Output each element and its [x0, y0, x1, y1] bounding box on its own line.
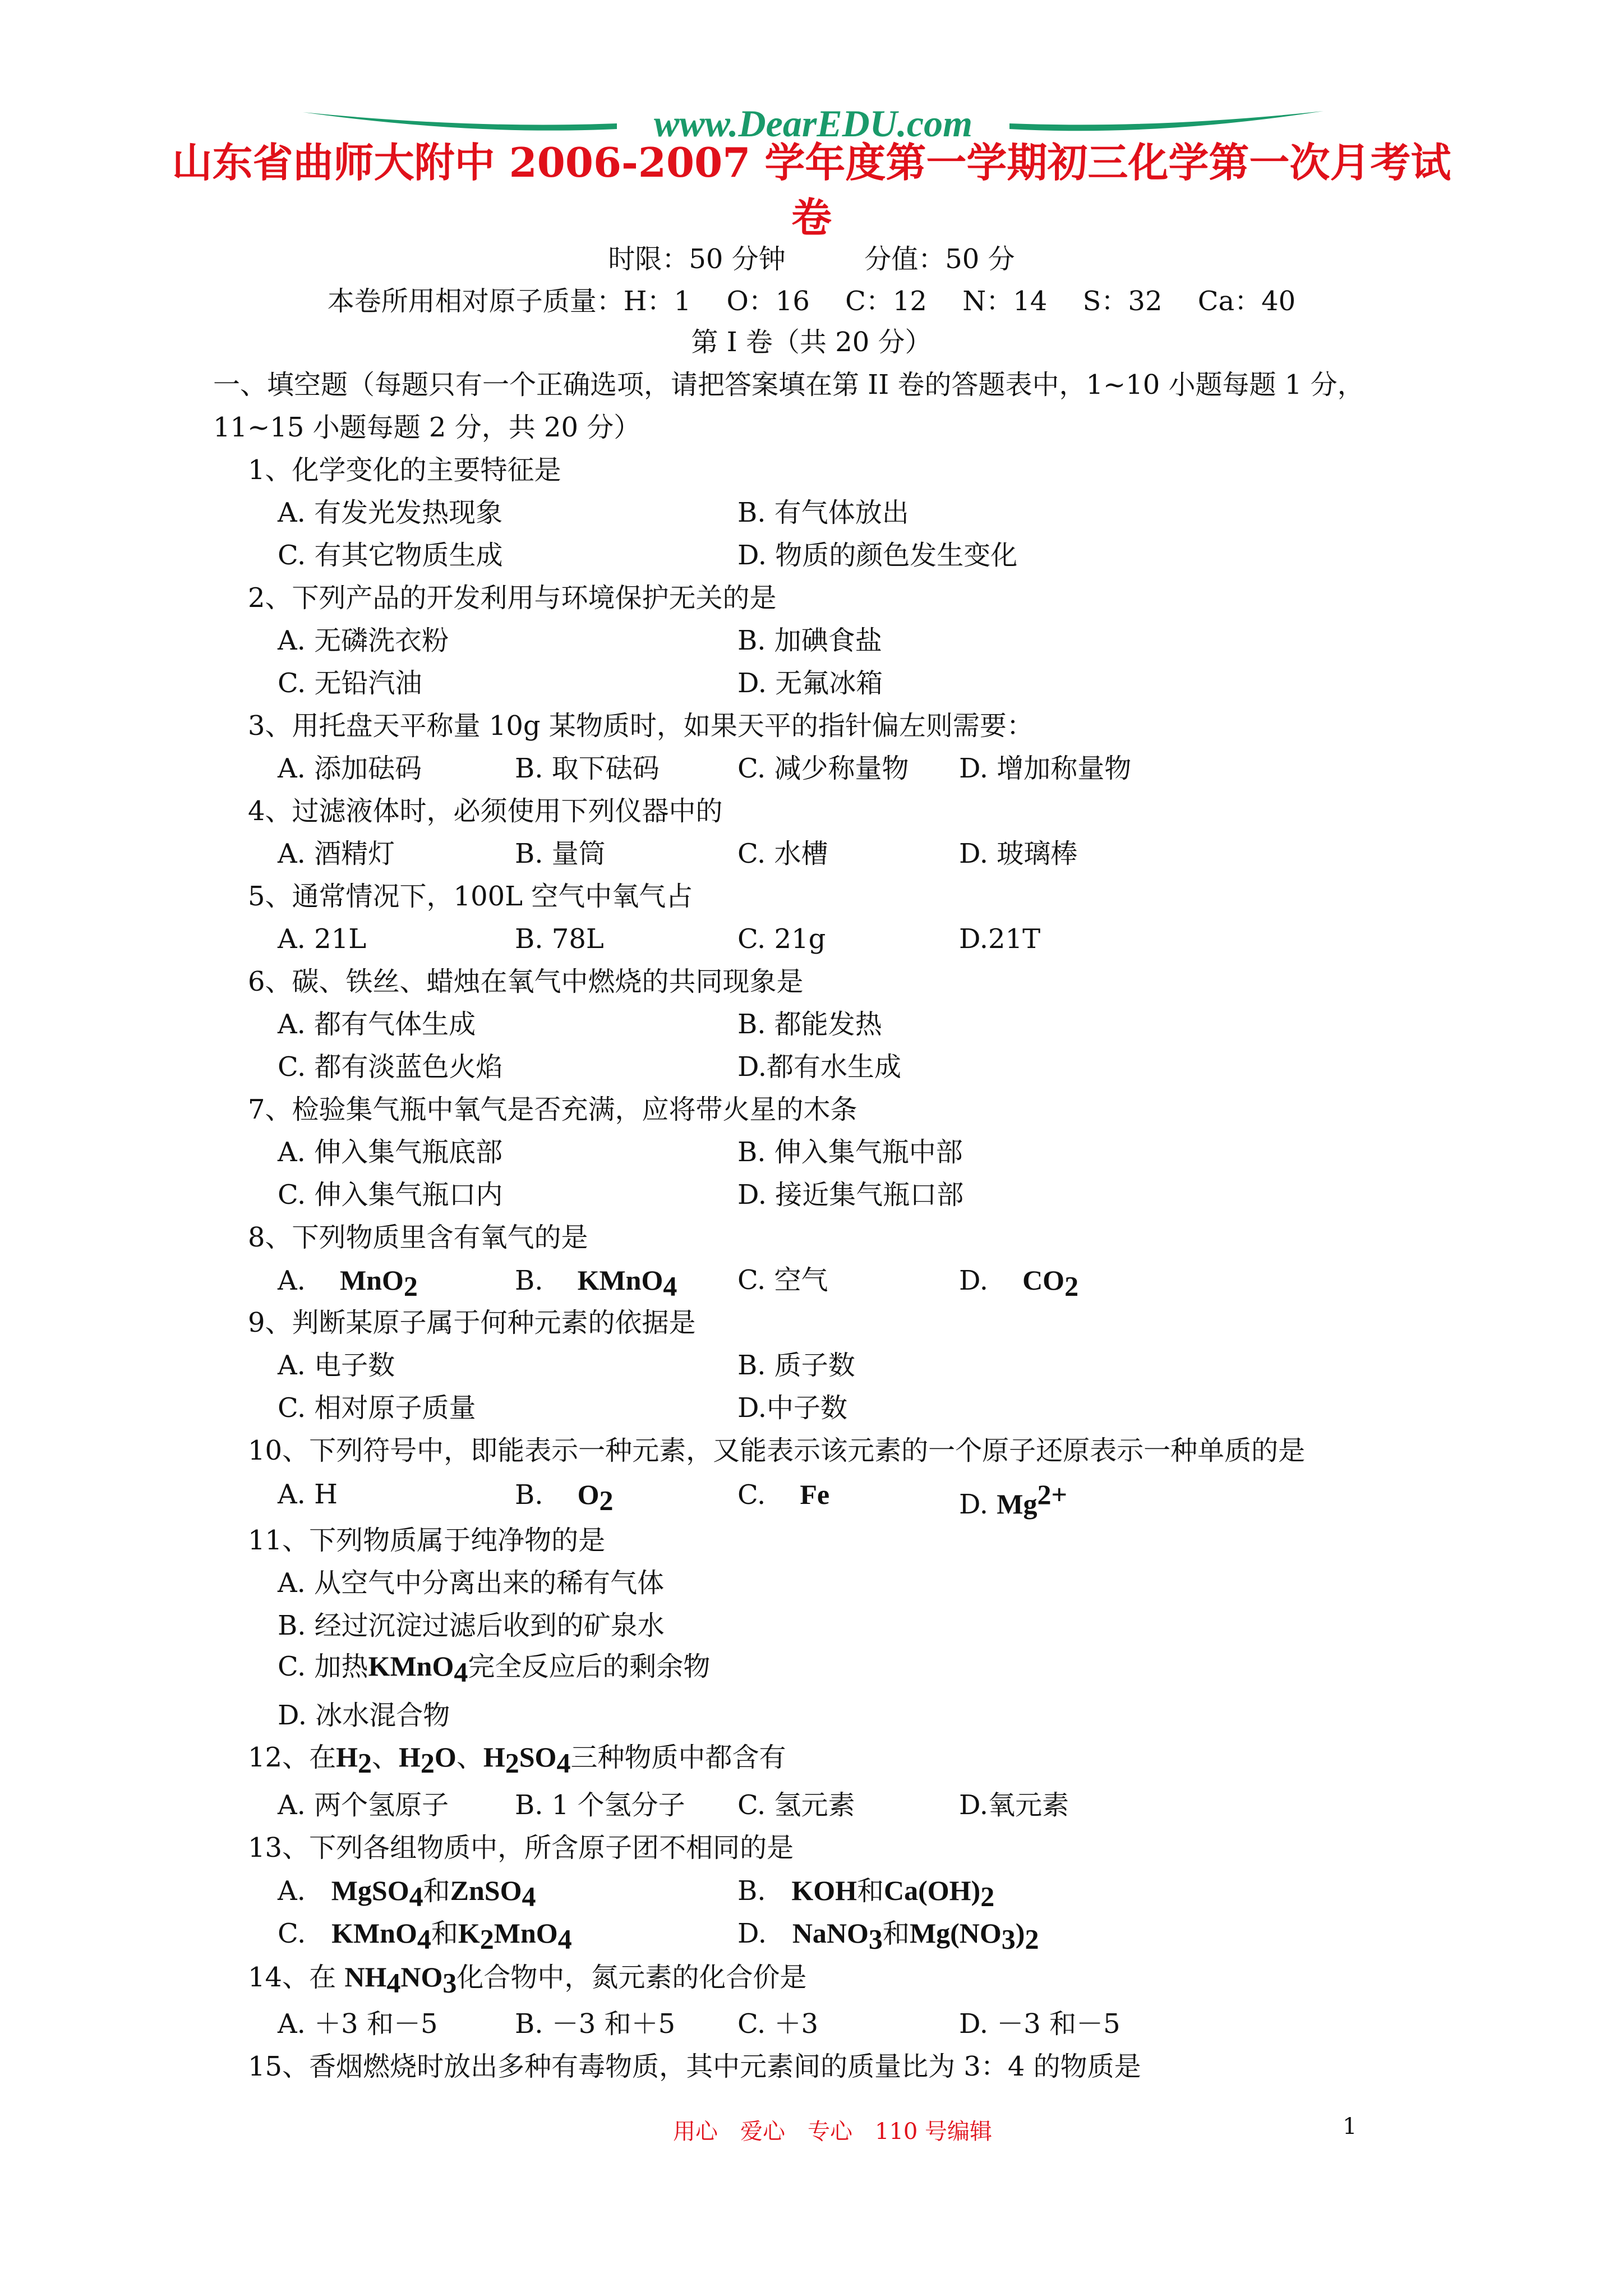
page-title-cont: 卷	[791, 194, 832, 241]
question-stem: 8、下列物质里含有氧气的是	[248, 1222, 588, 1253]
option-a: A. 无磷洗衣粉	[278, 625, 449, 656]
option-d: D. 物质的颜色发生变化	[737, 540, 1018, 571]
separator: 、	[372, 1742, 399, 1773]
option-b: B. 经过沉淀过滤后收到的矿泉水	[278, 1610, 665, 1641]
option-a: A. 两个氢原子	[278, 1789, 449, 1821]
formula: NaNO	[792, 1917, 869, 1949]
formula: Mg	[997, 1488, 1038, 1520]
question-stem: 7、检验集气瓶中氧气是否充满，应将带火星的木条	[248, 1094, 857, 1125]
question-stem: 6、碳、铁丝、蜡烛在氧气中燃烧的共同现象是	[248, 966, 804, 997]
option-text: 完全反应后的剩余物	[468, 1651, 711, 1682]
section-heading: 一、填空题（每题只有一个正确选项，请把答案填在第 II 卷的答题表中，1~10 小题每题 1 分，	[213, 369, 1364, 401]
conjunction: 和	[431, 1918, 458, 1949]
option-a: A. 酒精灯	[278, 838, 395, 869]
option-b: B. 质子数	[737, 1350, 855, 1381]
option-d: D. －3 和－5	[959, 2008, 1121, 2040]
option-d	[737, 1915, 1039, 1957]
formula: MgSO	[331, 1875, 409, 1906]
option-b: B. 取下砝码	[515, 753, 660, 784]
option-c: C. ＋3	[737, 2008, 819, 2040]
question-stem	[248, 1959, 806, 2001]
option-b	[515, 1476, 613, 1519]
question-stem: 4、过滤液体时，必须使用下列仪器中的	[248, 795, 723, 827]
option-d: D.都有水生成	[737, 1051, 902, 1083]
option-d: D. 无氟冰箱	[737, 668, 883, 699]
conjunction: 和	[423, 1875, 450, 1907]
site-url: www.DearEDU.com	[654, 102, 972, 145]
option-label: B.	[737, 1875, 766, 1907]
formula: O	[577, 1479, 600, 1510]
option-a: A. 都有气体生成	[278, 1009, 476, 1040]
question-stem: 11、下列物质属于纯净物的是	[248, 1525, 606, 1556]
option-b: B. 有气体放出	[737, 497, 909, 528]
subscript: 2	[1025, 1923, 1039, 1955]
subscript: 4	[557, 1923, 572, 1955]
option-d	[959, 1262, 1078, 1304]
stem-text: 三种物质中都含有	[570, 1742, 786, 1773]
stem-text: 12、在	[248, 1742, 336, 1773]
option-b: B. 78L	[515, 923, 604, 955]
option-b: B. 1 个氢分子	[515, 1789, 685, 1821]
option-c: C. 氢元素	[737, 1789, 855, 1821]
question-stem: 10、下列符号中，即能表示一种元素，又能表示该元素的一个原子还原表示一种单质的是	[248, 1435, 1306, 1466]
option-a: A. H	[278, 1479, 338, 1510]
formula: KMnO	[331, 1917, 417, 1949]
subscript: 3	[442, 1967, 457, 1999]
formula: O	[434, 1741, 457, 1773]
formula: KOH	[791, 1875, 857, 1906]
option-b: B. 加碘食盐	[737, 625, 882, 656]
subscript: 2	[403, 1270, 418, 1302]
option-a: A. 电子数	[278, 1350, 395, 1381]
question-stem: 15、香烟燃烧时放出多种有毒物质，其中元素间的质量比为 3：4 的物质是	[248, 2051, 1141, 2082]
subscript: 2	[358, 1747, 372, 1779]
subscript: 2	[505, 1747, 519, 1779]
formula: MnO	[339, 1264, 404, 1296]
formula: SO	[519, 1741, 557, 1773]
formula: Ca(OH)	[884, 1875, 981, 1906]
time-limit: 时限：50 分钟	[608, 243, 786, 275]
option-d: D.氧元素	[959, 1789, 1069, 1821]
question-stem: 3、用托盘天平称量 10g 某物质时，如果天平的指针偏左则需要：	[248, 710, 1034, 742]
option-b: B. 量筒	[515, 838, 606, 869]
option-a: A. 有发光发热现象	[278, 497, 503, 528]
conjunction: 和	[882, 1918, 910, 1949]
option-text: C. 加热	[278, 1651, 368, 1682]
option-d	[959, 1476, 1067, 1522]
option-b	[737, 1872, 994, 1915]
stem-text: 化合物中，氮元素的化合价是	[457, 1962, 807, 1993]
conjunction: 和	[857, 1875, 884, 1907]
option-b: B. 伸入集气瓶中部	[737, 1137, 963, 1168]
option-d: D. 冰水混合物	[278, 1700, 450, 1731]
formula: ZnSO	[450, 1875, 522, 1906]
option-a: A. 伸入集气瓶底部	[278, 1137, 503, 1168]
option-a: A. 21L	[278, 923, 367, 955]
subscript: 3	[1001, 1923, 1016, 1955]
option-d: D.21T	[959, 923, 1041, 955]
option-a	[278, 1262, 418, 1304]
question-stem	[248, 1739, 786, 1781]
option-d: D. 增加称量物	[959, 753, 1132, 784]
stem-text: 14、在	[248, 1962, 336, 1993]
option-c	[278, 1915, 572, 1957]
subscript: 4	[409, 1880, 423, 1912]
option-label: D.	[959, 1489, 989, 1520]
option-c: C. 水槽	[737, 838, 828, 869]
option-label: D.	[737, 1918, 767, 1949]
question-stem: 1、化学变化的主要特征是	[248, 454, 561, 486]
formula: H	[483, 1741, 505, 1773]
option-c	[737, 1476, 829, 1513]
option-c: C. 无铅汽油	[278, 668, 422, 699]
formula: KMnO	[577, 1264, 663, 1296]
subscript: 2	[479, 1923, 494, 1955]
subscript: 3	[868, 1923, 883, 1955]
question-stem: 5、通常情况下，100L 空气中氧气占	[248, 881, 693, 912]
separator: 、	[456, 1742, 483, 1773]
option-c: C. 有其它物质生成	[278, 540, 503, 571]
formula: KMnO	[368, 1650, 454, 1682]
option-c	[278, 1648, 710, 1690]
option-a: A. 从空气中分离出来的稀有气体	[278, 1567, 665, 1599]
section-heading-cont: 11~15 小题每题 2 分，共 20 分）	[213, 412, 641, 443]
subscript: 2	[1064, 1270, 1079, 1302]
option-b: B. －3 和＋5	[515, 2008, 676, 2040]
question-stem: 2、下列产品的开发利用与环境保护无关的是	[248, 582, 777, 614]
option-d: D.中子数	[737, 1392, 848, 1424]
formula: NO	[400, 1961, 443, 1993]
subscript: 4	[454, 1656, 468, 1688]
exam-info	[0, 241, 1623, 277]
option-c: C. 空气	[737, 1264, 828, 1296]
option-label: C.	[737, 1479, 766, 1511]
formula: H	[399, 1741, 421, 1773]
subscript: 4	[556, 1747, 571, 1779]
formula: Fe	[800, 1479, 830, 1510]
option-a: A. 添加砝码	[278, 753, 422, 784]
atomic-mass-note: 本卷所用相对原子质量：H：1 O：16 C：12 N：14 S：32 Ca：40	[327, 286, 1296, 317]
option-d: D. 玻璃棒	[959, 838, 1078, 869]
formula: NH	[344, 1961, 387, 1993]
page-title: 山东省曲师大附中 2006-2007 学年度第一学期初三化学第一次月考试	[172, 139, 1451, 186]
option-label: B.	[515, 1479, 543, 1511]
option-c: C. 减少称量物	[737, 753, 909, 784]
option-c: C. 都有淡蓝色火焰	[278, 1051, 503, 1083]
option-label: D.	[959, 1265, 989, 1296]
option-d: D. 接近集气瓶口部	[737, 1179, 964, 1211]
footer-note: 用心 爱心 专心 110 号编辑	[673, 2119, 993, 2145]
option-c: C. 21g	[737, 923, 826, 955]
option-b: B. 都能发热	[737, 1009, 882, 1040]
subscript: 2	[420, 1747, 435, 1779]
option-label: A.	[278, 1265, 306, 1296]
subscript: 4	[522, 1880, 536, 1912]
formula: Mg(NO	[909, 1917, 1002, 1949]
formula: MnO	[494, 1917, 558, 1949]
page-number: 1	[1343, 2114, 1357, 2139]
subscript: 4	[663, 1270, 677, 1302]
option-c: C. 伸入集气瓶口内	[278, 1179, 503, 1211]
subscript: 4	[386, 1967, 401, 1999]
option-label: A.	[278, 1875, 306, 1907]
option-a: A. ＋3 和－5	[278, 2008, 438, 2040]
subscript: 2	[599, 1484, 614, 1516]
question-stem: 9、判断某原子属于何种元素的依据是	[248, 1307, 696, 1338]
option-a	[278, 1872, 536, 1915]
formula: )	[1015, 1917, 1025, 1949]
part-heading: 第 I 卷（共 20 分）	[691, 326, 932, 358]
option-b	[515, 1262, 677, 1304]
option-label: C.	[278, 1918, 306, 1949]
subscript: 4	[417, 1923, 431, 1955]
question-stem: 13、下列各组物质中，所含原子团不相同的是	[248, 1832, 794, 1864]
formula: K	[458, 1917, 480, 1949]
superscript: 2+	[1037, 1479, 1067, 1510]
option-c: C. 相对原子质量	[278, 1392, 476, 1424]
formula: CO	[1022, 1264, 1065, 1296]
option-label: B.	[515, 1265, 543, 1296]
total-score: 分值：50 分	[864, 243, 1015, 275]
subscript: 2	[980, 1880, 995, 1912]
formula: H	[336, 1741, 358, 1773]
